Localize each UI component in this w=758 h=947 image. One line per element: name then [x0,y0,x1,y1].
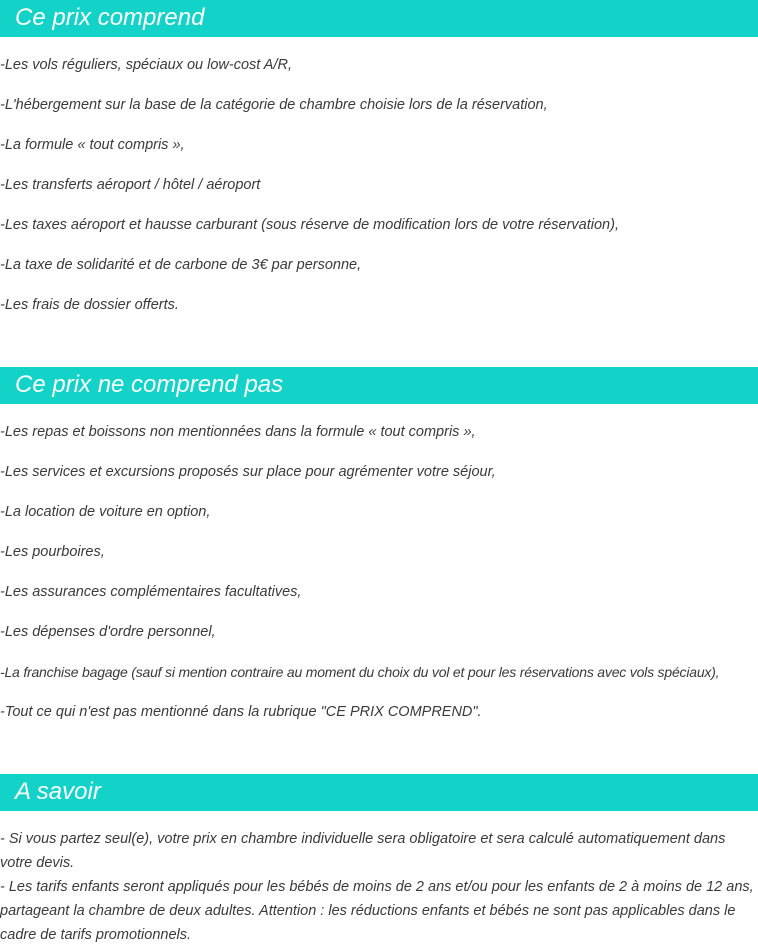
info-banner [0,774,758,811]
list-item: -La taxe de solidarité et de carbone de 3€ par personne, [0,257,362,273]
list-item: -La franchise bagage (sauf si mention contraire au moment du choix du vol et pour les réservations avec vols spéciaux), [0,664,720,680]
list-item: -Les transferts aéroport / hôtel / aéroport [0,177,261,193]
list-item: -Les vols réguliers, spéciaux ou low-cost A/R, [0,57,292,73]
list-item: -L'hébergement sur la base de la catégorie de chambre choisie lors de la réservation, [0,97,548,113]
list-item: -Les taxes aéroport et hausse carburant (sous réserve de modification lors de votre réservation), [0,217,619,233]
list-item: -Tout ce qui n'est pas mentionné dans la rubrique "CE PRIX COMPREND". [0,704,482,720]
info-title: A savoir [15,778,101,805]
list-item: -La formule « tout compris », [0,137,185,153]
list-item: -Les services et excursions proposés sur place pour agrémenter votre séjour, [0,464,496,480]
excluded-banner [0,367,758,404]
included-banner [0,0,758,37]
info-paragraph-solo: - Si vous partez seul(e), votre prix en chambre individuelle sera obligatoire et sera calculé automatiquement dans votre devis. [0,831,726,871]
excluded-title: Ce prix ne comprend pas [15,371,284,398]
excluded-section [0,367,758,404]
info-paragraph-children: - Les tarifs enfants seront appliqués pour les bébés de moins de 2 ans et/ou pour les enfants de 2 à moins de 12 ans, partageant la chambre de deux adultes. Attention : les réductions enfants et bébés ne sont pas applicables dans le cadre de tarifs promotionnels. [0,879,754,943]
list-item: -Les repas et boissons non mentionnées dans la formule « tout compris », [0,424,476,440]
included-section [0,0,758,37]
list-item: -Les pourboires, [0,544,105,560]
info-section [0,774,758,811]
list-item: -Les dépenses d'ordre personnel, [0,624,216,640]
list-item: -La location de voiture en option, [0,504,211,520]
list-item: -Les frais de dossier offerts. [0,297,179,313]
list-item: -Les assurances complémentaires facultatives, [0,584,302,600]
included-title: Ce prix comprend [15,4,205,31]
